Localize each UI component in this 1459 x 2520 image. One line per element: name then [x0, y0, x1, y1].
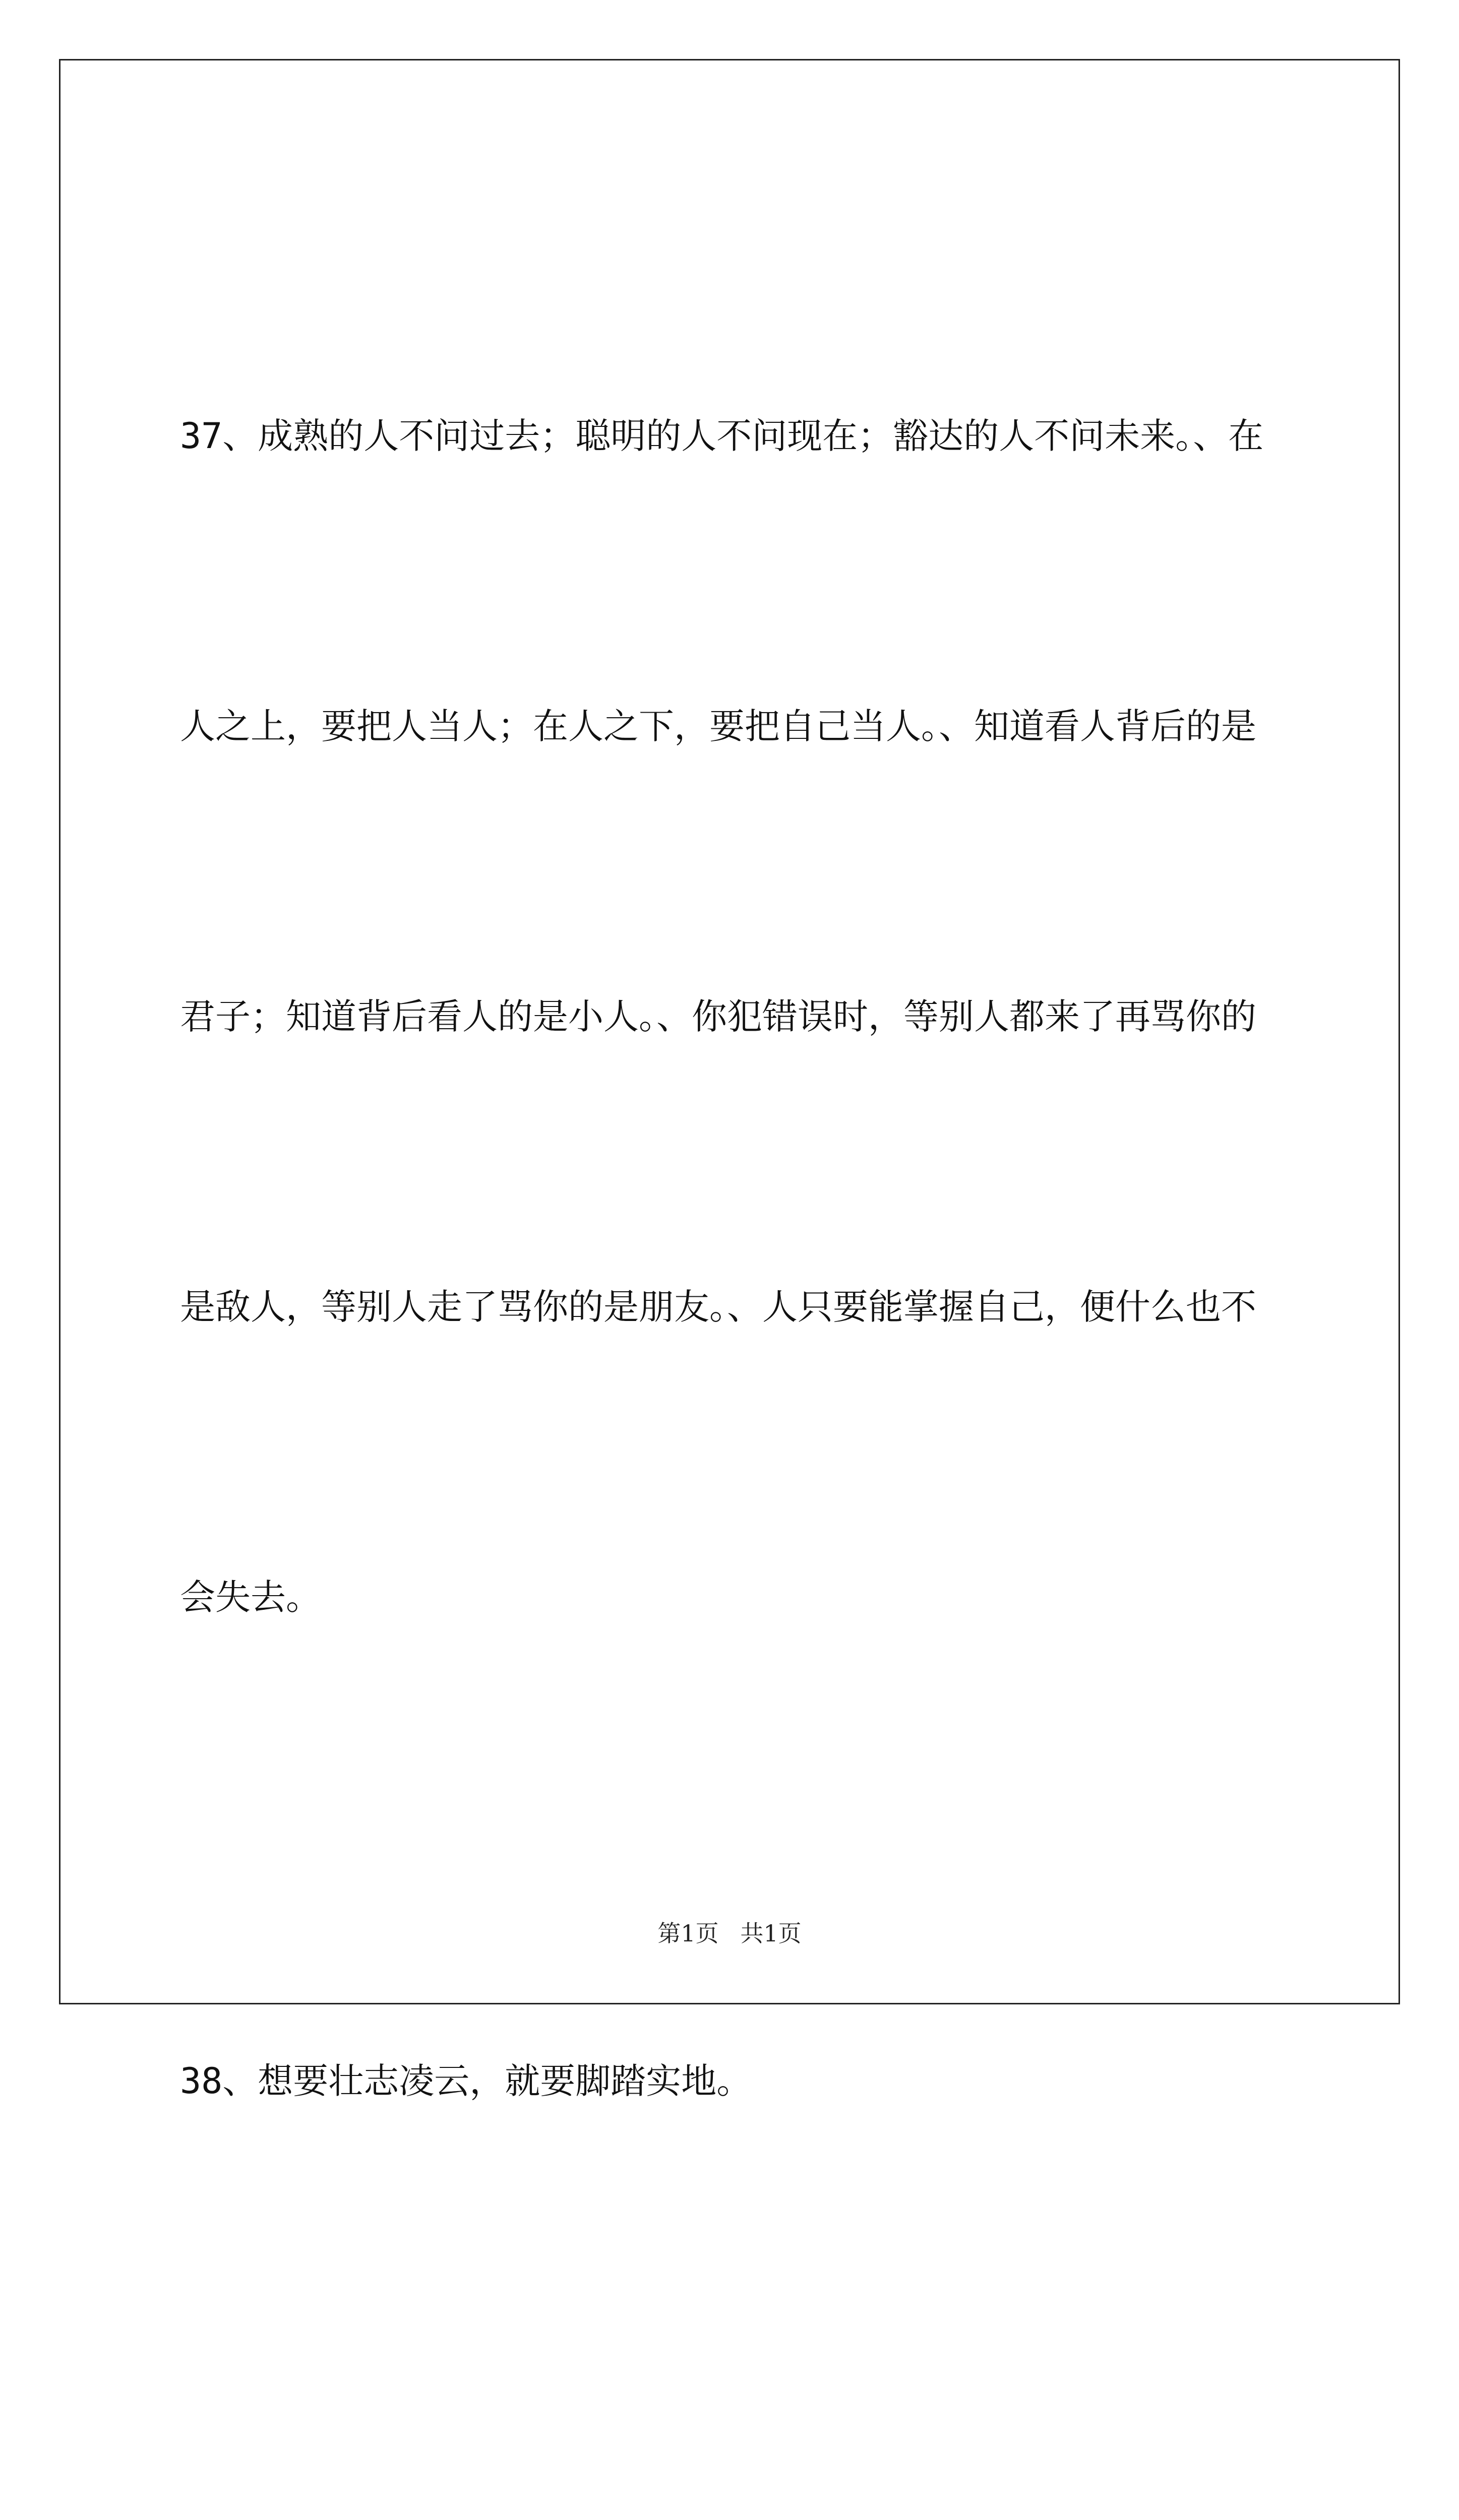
text-line: 人之上，要把人当人；在人之下，要把自己当人。、知道看人背后的是: [180, 706, 1256, 747]
text-line: 会失去。: [180, 1577, 321, 1618]
page-number: 第1页: [657, 1920, 719, 1947]
text-line: 38、想要壮志凌云，就要脚踏实地。: [180, 2060, 752, 2102]
text-line: [180, 2516, 1289, 2520]
text-line: 37、成熟的人不问过去；聪明的人不问现在；豁达的人不问未来。、在: [180, 415, 1264, 457]
page-total: 共1页: [740, 1920, 802, 1947]
text-line: 是敌人，等别人走了骂你的是朋友。、人只要能掌握自己，便什么也不: [180, 1286, 1256, 1328]
text-line: 君子；知道背后看人的是小人。、你犯错误时，等别人都来了再骂你的: [180, 996, 1256, 1037]
document-body: [180, 194, 1289, 2520]
paragraph-37: [180, 194, 1289, 1839]
page-footer: [0, 1915, 1459, 1948]
paragraph-39: [180, 2323, 1289, 2520]
paragraph-38: [180, 1839, 1289, 2323]
